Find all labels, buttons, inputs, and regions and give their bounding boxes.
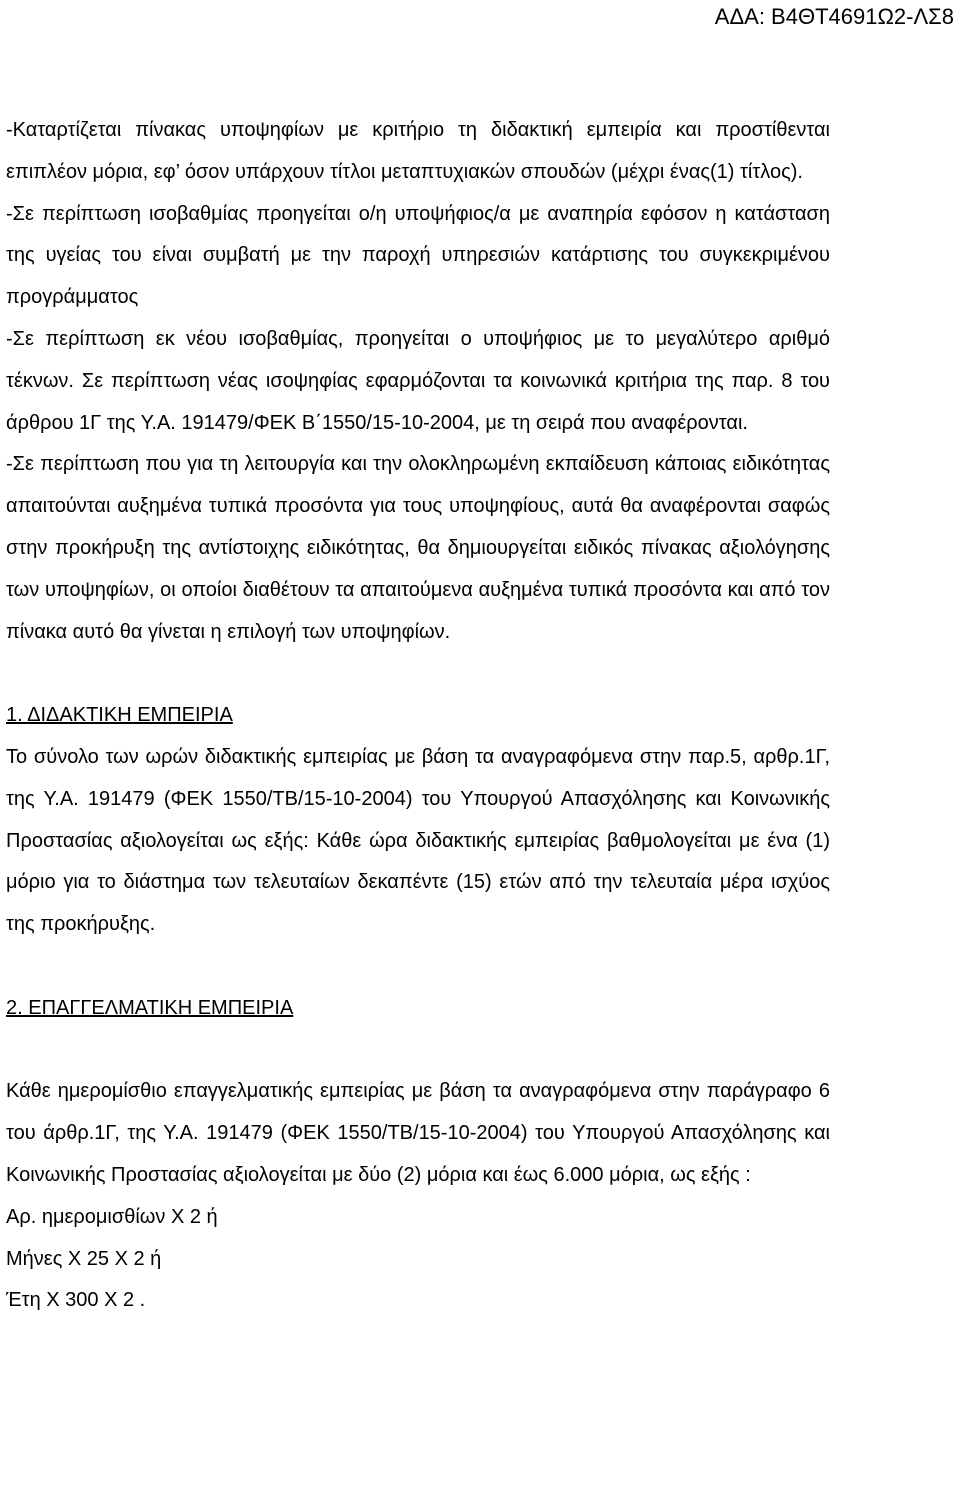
paragraph-special-qualifications: -Σε περίπτωση που για τη λειτουργία και την ολοκληρωμένη εκπαίδευση κάποιας ειδικότητας απαιτούνται αυξημένα τυπικά προσόντα για τους υποψηφίους, αυτά θα αναφέρονται σαφώς στην προκήρυξη της αντίστοιχης ειδικότητας, θα δημιουργείται ειδικός πίνακας αξιολόγησης των υποψηφίων, οι οποίοι διαθέτουν τα απαιτούμενα αυξημένα τυπικά προσόντα και από τον πίνακα αυτό θα γίνεται η επιλογή των υποψηφίων.	[6, 453, 830, 643]
section-2-heading	[6, 988, 830, 1030]
document-body	[6, 110, 830, 1322]
section-1-heading	[6, 695, 830, 737]
spacer	[6, 653, 830, 695]
section-2-title: 2. ΕΠΑΓΓΕΛΜΑΤΙΚΗ ΕΜΠΕΙΡΙΑ	[6, 996, 294, 1019]
spacer	[6, 1030, 830, 1072]
section-1-title: 1. ΔΙΔΑΚΤΙΚΗ ΕΜΠΕΙΡΙΑ	[6, 704, 233, 727]
formula-line: Αρ. ημερομισθίων Χ 2 ή	[6, 1205, 218, 1228]
formula-line: Έτη Χ 300 Χ 2 .	[6, 1289, 146, 1312]
paragraph-tie-children: -Σε περίπτωση εκ νέου ισοβαθμίας, προηγείται ο υποψήφιος με το μεγαλύτερο αριθμό τέκνων. Σε περίπτωση νέας ισοψηφίας εφαρμόζονται τα κοινωνικά κριτήρια της παρ. 8 του άρθρου 1Γ της Υ.Α. 191479/ΦΕΚ Β΄1550/15-10-2004, με τη σειρά που αναφέρονται.	[6, 327, 830, 434]
formula-line: Μήνες Χ 25 Χ 2 ή	[6, 1247, 162, 1270]
paragraph-candidate-table: -Καταρτίζεται πίνακας υποψηφίων με κριτήριο τη διδακτική εμπειρία και προστίθενται επιπλέον μόρια, εφ’ όσον υπάρχουν τίτλοι μεταπτυχιακών σπουδών (μέχρι ένας(1) τίτλος).	[6, 119, 830, 183]
section-1-body: Το σύνολο των ωρών διδακτικής εμπειρίας με βάση τα αναγραφόμενα στην παρ.5, αρθρ.1Γ, της Υ.Α. 191479 (ΦΕΚ 1550/ΤΒ/15-10-2004) του Υπουργού Απασχόλησης και Κοινωνικής Προστασίας αξιολογείται ως εξής: Κάθε ώρα διδακτικής εμπειρίας βαθμολογείται με ένα (1) μόριο για το διάστημα των τελευταίων δεκαπέντε (15) ετών από την τελευταία μέρα ισχύος της προκήρυξης.	[6, 745, 830, 936]
spacer	[6, 946, 830, 988]
paragraph-tie-disability: -Σε περίπτωση ισοβαθμίας προηγείται ο/η υποψήφιος/α με αναπηρία εφόσον η κατάσταση της υγείας του είναι συμβατή με την παροχή υπηρεσιών κατάρτισης του συγκεκριμένου προγράμματος	[6, 202, 830, 309]
section-2-body: Κάθε ημερομίσθιο επαγγελματικής εμπειρίας με βάση τα αναγραφόμενα στην παράγραφο 6 του άρθρ.1Γ, της Υ.Α. 191479 (ΦΕΚ 1550/ΤΒ/15-10-2004) του Υπουργού Απασχόλησης και Κοινωνικής Προστασίας αξιολογείται με δύο (2) μόρια και έως 6.000 μόρια, ως εξής :	[6, 1080, 830, 1186]
document-code: ΑΔΑ: Β4ΘΤ4691Ω2-ΛΣ8	[714, 4, 954, 29]
